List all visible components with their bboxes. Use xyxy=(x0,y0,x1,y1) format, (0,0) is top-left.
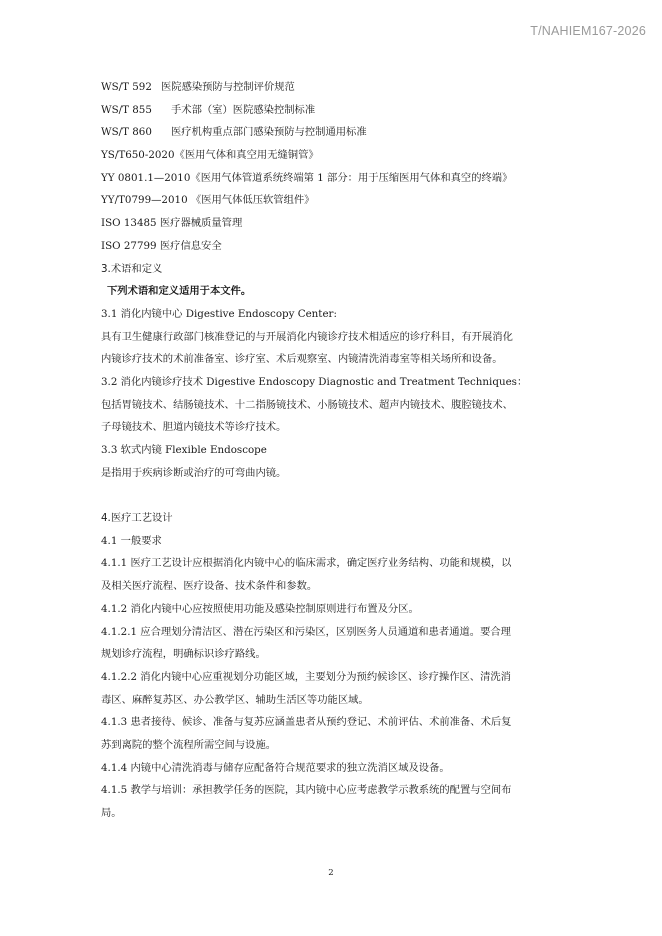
paragraph-line: 毒区、麻醉复苏区、办公教学区、辅助生活区等功能区域。 xyxy=(101,693,369,706)
term-3-1: 3.1 消化内镜中心 Digestive Endoscopy Center: xyxy=(101,307,337,320)
reference-item: ISO 13485 医疗器械质量管理 xyxy=(101,217,243,230)
paragraph-line: 4.1.2.1 应合理划分清洁区、潜在污染区和污染区，区别医务人员通道和患者通道。要合理 xyxy=(101,625,511,638)
subsection-4-1-heading: 4.1 一般要求 xyxy=(101,534,162,547)
paragraph-line: 苏到离院的整个流程所需空间与设施。 xyxy=(101,738,277,751)
blank-line xyxy=(101,484,571,507)
section-4-heading: 4.医疗工艺设计 xyxy=(101,512,173,525)
document-id-header: T/NAHIEM167-2026 xyxy=(530,24,646,38)
term-3-3: 3.3 软式内镜 Flexible Endoscope xyxy=(101,444,267,456)
reference-item: YS/T650-2020《医用气体和真空用无缝铜管》 xyxy=(101,149,319,162)
paragraph-line: 4.1.2.2 消化内镜中心应重视划分功能区域，主要划分为预约候诊区、诊疗操作区、清洗消 xyxy=(101,670,511,683)
reference-title: 医院感染预防与控制评价规范 xyxy=(161,81,295,93)
paragraph-line: 4.1.1 医疗工艺设计应根据消化内镜中心的临床需求，确定医疗业务结构、功能和规模，以 xyxy=(101,557,512,570)
paragraph-line: 是指用于疾病诊断或治疗的可弯曲内镜。 xyxy=(101,466,287,479)
reference-item: ISO 27799 医疗信息安全 xyxy=(101,239,222,252)
paragraph-line: 4.1.4 内镜中心清洗消毒与储存应配备符合规范要求的独立洗消区域及设备。 xyxy=(101,761,450,774)
paragraph-line: 及相关医疗流程、医疗设备、技术条件和参数。 xyxy=(101,580,318,593)
paragraph-line: 4.1.2 消化内镜中心应按照使用功能及感染控制原则进行布置及分区。 xyxy=(101,602,419,615)
reference-code: WS/T 855 xyxy=(101,103,152,116)
paragraph-line: 局。 xyxy=(101,807,122,819)
paragraph-line: 4.1.5 教学与培训：承担教学任务的医院，其内镜中心应考虑教学示教系统的配置与空间布 xyxy=(101,784,512,797)
reference-title: 手术部（室）医院感染控制标准 xyxy=(171,103,316,116)
reference-code: WS/T 592 xyxy=(101,81,152,93)
paragraph-line: 包括胃镜技术、结肠镜技术、十二指肠镜技术、小肠镜技术、超声内镜技术、腹腔镜技术、 xyxy=(101,398,513,411)
reference-code: WS/T 860 xyxy=(101,126,152,139)
reference-item: YY 0801.1—2010《医用气体管道系统终端第 1 部分：用于压缩医用气体和真空的终端》 xyxy=(101,171,513,184)
section-3-heading: 3.术语和定义 xyxy=(101,262,163,275)
paragraph-line: 具有卫生健康行政部门核准登记的与开展消化内镜诊疗技术相适应的诊疗科目，有开展消化 xyxy=(101,330,513,343)
paragraph-line: 规划诊疗流程，明确标识诊疗路线。 xyxy=(101,648,266,661)
reference-item xyxy=(101,99,571,122)
page-number: 2 xyxy=(328,868,334,878)
term-3-2: 3.2 消化内镜诊疗技术 Digestive Endoscopy Diagnostic and Treatment Techniques： xyxy=(101,375,528,388)
section-3-intro: 下列术语和定义适用于本文件。 xyxy=(107,285,252,298)
paragraph-line: 4.1.3 患者接待、候诊、准备与复苏应涵盖患者从预约登记、术前评估、术前准备、术后复 xyxy=(101,716,512,729)
paragraph-line: 内镜诊疗技术的术前准备室、诊疗室、术后观察室、内镜清洗消毒室等相关场所和设备。 xyxy=(101,353,503,366)
reference-item xyxy=(101,121,571,144)
reference-item xyxy=(101,76,571,99)
reference-title: 医疗机构重点部门感染预防与控制通用标准 xyxy=(171,126,367,139)
reference-item: YY/T0799—2010 《医用气体低压软管组件》 xyxy=(101,194,315,207)
document-body xyxy=(101,76,571,825)
paragraph-line: 子母镜技术、胆道内镜技术等诊疗技术。 xyxy=(101,421,287,434)
